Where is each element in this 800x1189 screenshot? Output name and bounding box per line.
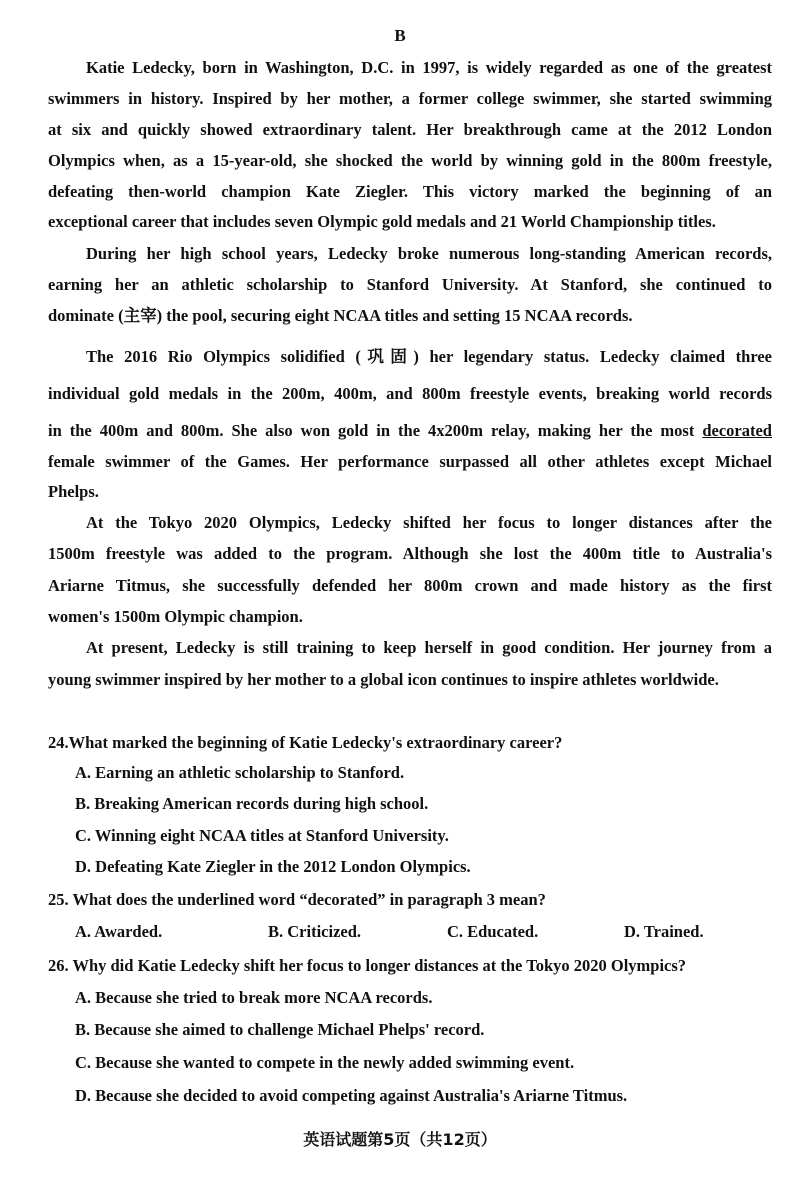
passage-line: dominate (主宰) the pool, securing eight NCAA titles and setting 15 NCAA records. (48, 306, 633, 325)
passage-line: female swimmer of the Games. Her performance surpassed all other athletes except Michael (48, 452, 772, 471)
passage-line: Katie Ledecky, born in Washington, D.C. in 1997, is widely regarded as one of the greatest (86, 58, 772, 77)
page-footer: 英语试题第5页（共12页） (303, 1130, 497, 1149)
question-stem: 25. What does the underlined word “decorated” in paragraph 3 mean? (48, 890, 546, 909)
passage-line: earning her an athletic scholarship to Stanford University. At Stanford, she continued to (48, 275, 772, 294)
passage-line: The 2016 Rio Olympics solidified (巩固) her legendary status. Ledecky claimed three (86, 347, 772, 366)
answer-option: A. Awarded. (75, 922, 163, 941)
answer-option: C. Educated. (447, 922, 539, 941)
answer-option: A. Earning an athletic scholarship to Stanford. (75, 763, 405, 782)
passage-line: at six and quickly showed extraordinary talent. Her breakthrough came at the 2012 London (48, 120, 772, 139)
question-stem: 26. Why did Katie Ledecky shift her focus to longer distances at the Tokyo 2020 Olympics? (48, 956, 687, 975)
passage-line: Phelps. (48, 482, 99, 501)
passage-line: At present, Ledecky is still training to keep herself in good condition. Her journey from a (86, 638, 772, 657)
passage-line: Olympics when, as a 15-year-old, she shocked the world by winning gold in the 800m freestyle, (48, 151, 772, 170)
passage-line: exceptional career that includes seven Olympic gold medals and 21 World Championship titles. (48, 212, 716, 231)
question-stem: 24.What marked the beginning of Katie Ledecky's extraordinary career? (48, 733, 563, 752)
underlined-word: decorated (702, 421, 772, 440)
answer-option: A. Because she tried to break more NCAA records. (75, 988, 433, 1007)
passage-line: swimmers in history. Inspired by her mother, a former college swimmer, she started swimming (48, 89, 772, 108)
answer-option: B. Because she aimed to challenge Michael Phelps' record. (75, 1020, 485, 1039)
passage-text: in the 400m and 800m. She also won gold in the 4x200m relay, making her the most (48, 421, 695, 440)
answer-option: C. Because she wanted to compete in the newly added swimming event. (75, 1053, 575, 1072)
passage-line: 1500m freestyle was added to the program. Although she lost the 400m title to Australia's (48, 544, 772, 563)
section-title: B (394, 26, 406, 45)
passage-line: individual gold medals in the 200m, 400m, and 800m freestyle events, breaking world records (48, 384, 772, 403)
passage-line: At the Tokyo 2020 Olympics, Ledecky shifted her focus to longer distances after the (86, 513, 772, 532)
passage-line: young swimmer inspired by her mother to a global icon continues to inspire athletes worldwide. (48, 670, 719, 689)
answer-option: D. Trained. (624, 922, 704, 941)
answer-option: D. Because she decided to avoid competing against Australia's Ariarne Titmus. (75, 1086, 628, 1105)
passage-line (48, 421, 772, 441)
passage-line: During her high school years, Ledecky broke numerous long-standing American records, (86, 244, 772, 263)
answer-option: C. Winning eight NCAA titles at Stanford University. (75, 826, 449, 845)
answer-option: B. Criticized. (268, 922, 362, 941)
passage-line: Ariarne Titmus, she successfully defended her 800m crown and made history as the first (48, 576, 772, 595)
answer-option: B. Breaking American records during high school. (75, 794, 429, 813)
passage-line: defeating then-world champion Kate Ziegler. This victory marked the beginning of an (48, 182, 772, 201)
passage-line: women's 1500m Olympic champion. (48, 607, 303, 626)
answer-option: D. Defeating Kate Ziegler in the 2012 London Olympics. (75, 857, 471, 876)
